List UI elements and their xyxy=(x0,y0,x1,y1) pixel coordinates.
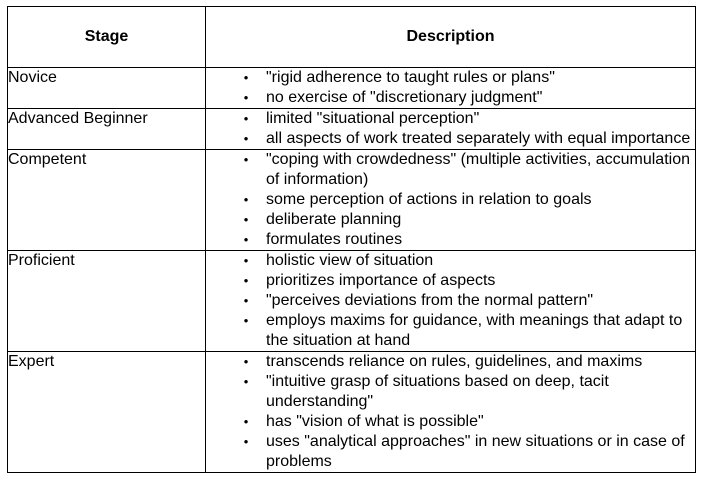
list-item xyxy=(206,129,695,149)
list-item-text: formulates routines xyxy=(266,231,403,248)
table-body xyxy=(8,68,696,473)
stage-name: Proficient xyxy=(8,251,206,352)
bullet-icon: • xyxy=(243,273,249,288)
list-item-text: "intuitive grasp of situations based on deep, tacit understanding" xyxy=(266,373,609,410)
list-item-text: has "vision of what is possible" xyxy=(266,413,484,430)
list-item xyxy=(206,150,695,190)
list-item xyxy=(206,68,695,88)
bullet-icon: • xyxy=(243,354,249,369)
list-item-text: "rigid adherence to taught rules or plans" xyxy=(266,69,555,86)
table-row xyxy=(8,68,696,109)
bullet-icon: • xyxy=(243,313,249,328)
table-row xyxy=(8,109,696,150)
list-item-text: no exercise of "discretionary judgment" xyxy=(266,89,543,106)
list-item-text: all aspects of work treated separately with equal importance xyxy=(266,130,691,147)
list-item-text: uses "analytical approaches" in new situations or in case of problems xyxy=(266,433,685,470)
list-item-text: prioritizes importance of aspects xyxy=(266,272,496,289)
description-cell xyxy=(206,251,696,352)
list-item-text: holistic view of situation xyxy=(266,252,434,269)
list-item-text: "perceives deviations from the normal pattern" xyxy=(266,292,594,309)
list-item xyxy=(206,251,695,271)
list-item xyxy=(206,372,695,412)
table-row xyxy=(8,352,696,473)
list-item xyxy=(206,88,695,108)
list-item xyxy=(206,291,695,311)
stages-table xyxy=(7,6,696,473)
stage-name: Novice xyxy=(8,68,206,109)
list-item-text: "coping with crowdedness" (multiple activities, accumulation of information) xyxy=(266,151,690,188)
description-list xyxy=(206,68,695,108)
bullet-icon: • xyxy=(243,111,249,126)
description-list xyxy=(206,109,695,149)
description-list xyxy=(206,251,695,351)
list-item xyxy=(206,230,695,250)
table-row xyxy=(8,150,696,251)
bullet-icon: • xyxy=(243,414,249,429)
bullet-icon: • xyxy=(243,152,249,167)
list-item-text: employs maxims for guidance, with meanings that adapt to the situation at hand xyxy=(266,312,683,349)
list-item-text: limited "situational perception" xyxy=(266,110,480,127)
description-cell xyxy=(206,150,696,251)
bullet-icon: • xyxy=(243,434,249,449)
list-item-text: some perception of actions in relation to goals xyxy=(266,191,592,208)
bullet-icon: • xyxy=(243,131,249,146)
list-item xyxy=(206,210,695,230)
bullet-icon: • xyxy=(243,90,249,105)
list-item xyxy=(206,271,695,291)
description-cell xyxy=(206,109,696,150)
description-cell xyxy=(206,68,696,109)
bullet-icon: • xyxy=(243,253,249,268)
bullet-icon: • xyxy=(243,70,249,85)
bullet-icon: • xyxy=(243,212,249,227)
bullet-icon: • xyxy=(243,192,249,207)
table-row xyxy=(8,251,696,352)
stage-name: Advanced Beginner xyxy=(8,109,206,150)
bullet-icon: • xyxy=(243,374,249,389)
list-item xyxy=(206,412,695,432)
list-item-text: transcends reliance on rules, guidelines, and maxims xyxy=(266,353,643,370)
list-item xyxy=(206,432,695,472)
bullet-icon: • xyxy=(243,293,249,308)
list-item xyxy=(206,352,695,372)
bullet-icon: • xyxy=(243,232,249,247)
list-item xyxy=(206,109,695,129)
stage-name: Competent xyxy=(8,150,206,251)
description-list xyxy=(206,150,695,250)
list-item xyxy=(206,311,695,351)
list-item-text: deliberate planning xyxy=(266,211,402,228)
header-row xyxy=(8,7,696,68)
stage-column-header: Stage xyxy=(8,7,206,68)
description-cell xyxy=(206,352,696,473)
list-item xyxy=(206,190,695,210)
stage-name: Expert xyxy=(8,352,206,473)
description-column-header: Description xyxy=(206,7,696,68)
description-list xyxy=(206,352,695,472)
